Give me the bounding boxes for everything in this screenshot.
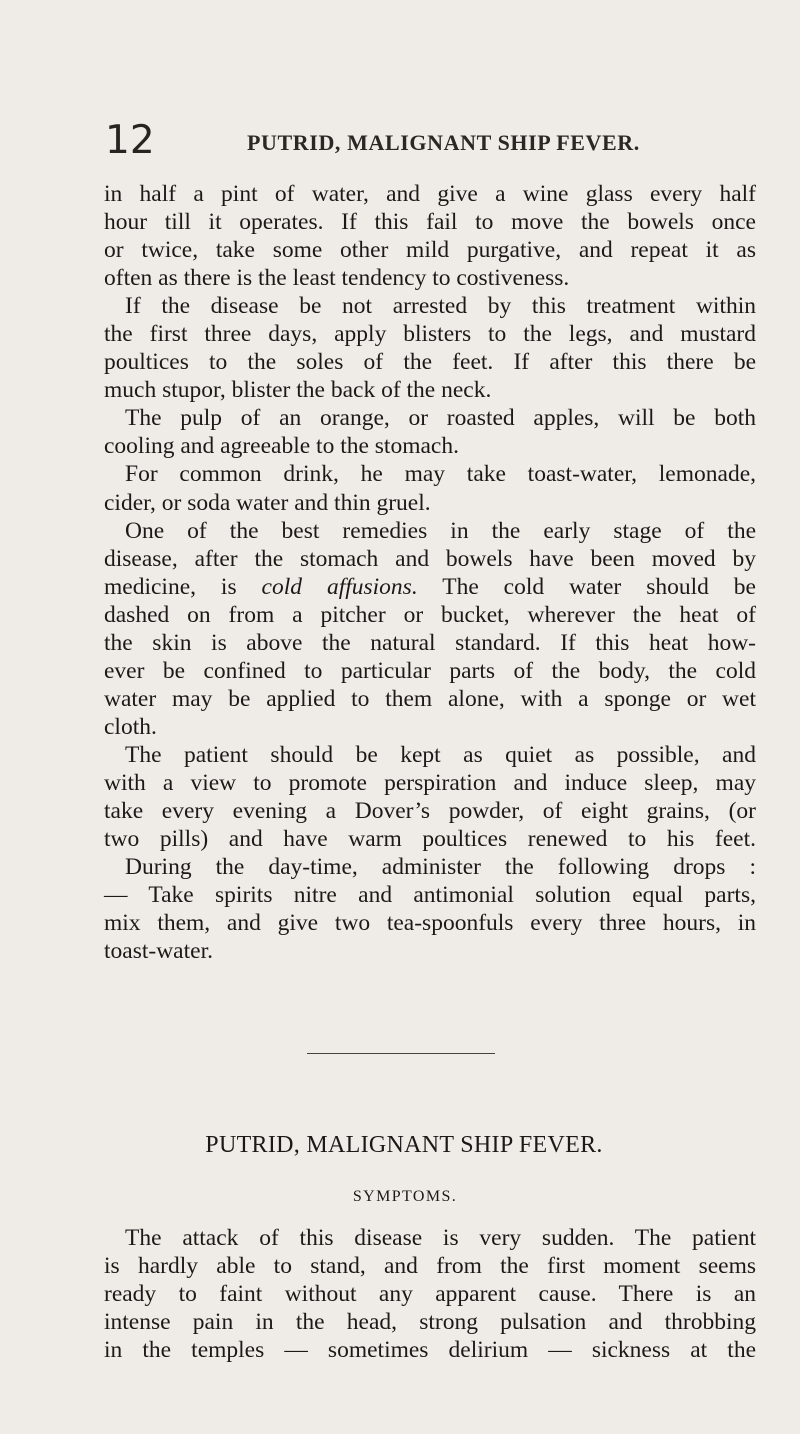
text-line: — Take spirits nitre and antimonial solution equal parts,	[104, 882, 756, 909]
text-line: poultices to the soles of the feet. If after this there be	[104, 349, 756, 376]
text-line: During the day-time, administer the following drops :	[125, 854, 756, 881]
running-title: PUTRID, MALIGNANT SHIP FEVER.	[247, 130, 640, 155]
text-line: The patient should be kept as quiet as possible, and	[125, 741, 756, 768]
text-line: ever be confined to particular parts of the body, the cold	[104, 657, 756, 684]
text-line: in half a pint of water, and give a wine glass every half	[104, 181, 756, 207]
text-line: For common drink, he may take toast-water, lemonade,	[125, 461, 756, 488]
italic-emphasis: cold affusions.	[261, 573, 418, 600]
text-line: in the temples — sometimes delirium — sickness at the	[104, 1337, 756, 1364]
text-line: much stupor, blister the back of the neck.	[104, 377, 492, 404]
text-line: dashed on from a pitcher or bucket, wherever the heat of	[104, 601, 756, 628]
text-line: the first three days, apply blisters to the legs, and mustard	[104, 321, 756, 348]
text-line: take every evening a Dover’s powder, of eight grains, (or	[104, 798, 756, 825]
text-run: The cold water should be	[417, 573, 756, 600]
text-line-with-italic	[104, 573, 756, 601]
text-line: with a view to promote perspiration and induce sleep, may	[104, 769, 756, 796]
text-line: disease, after the stomach and bowels have been moved by	[104, 545, 756, 572]
text-line: mix them, and give two tea-spoonfuls every three hours, in	[104, 910, 756, 937]
text-line: If the disease be not arrested by this treatment within	[125, 293, 756, 320]
text-line: cider, or soda water and thin gruel.	[104, 489, 431, 516]
text-line: hour till it operates. If this fail to move the bowels once	[104, 209, 756, 236]
text-line: cloth.	[104, 713, 157, 740]
text-line: the skin is above the natural standard. If this heat how-	[104, 629, 756, 656]
section-divider	[307, 1053, 495, 1054]
text-line: toast-water.	[104, 938, 213, 965]
text-line: or twice, take some other mild purgative, and repeat it as	[104, 237, 756, 264]
running-head	[105, 116, 765, 166]
text-line: ready to faint without any apparent cause. There is an	[104, 1281, 756, 1308]
text-line: two pills) and have warm poultices renewed to his feet.	[104, 826, 756, 853]
text-line: cooling and agreeable to the stomach.	[104, 433, 459, 460]
section-body-text	[104, 1224, 756, 1364]
text-line: One of the best remedies in the early stage of the	[125, 517, 756, 544]
text-run: medicine, is	[104, 573, 262, 600]
text-line: often as there is the least tendency to costiveness.	[104, 265, 570, 292]
text-line: The attack of this disease is very sudden. The patient	[125, 1225, 756, 1251]
section-title: PUTRID, MALIGNANT SHIP FEVER.	[205, 1132, 603, 1158]
body-text	[104, 180, 756, 965]
text-line: The pulp of an orange, or roasted apples, will be both	[125, 405, 756, 432]
text-line: water may be applied to them alone, with a sponge or wet	[104, 685, 756, 712]
section-subtitle: SYMPTOMS.	[352, 1188, 458, 1205]
text-line: is hardly able to stand, and from the first moment seems	[104, 1253, 756, 1280]
page-number: 12	[105, 118, 155, 163]
text-line: intense pain in the head, strong pulsation and throbbing	[104, 1309, 756, 1336]
